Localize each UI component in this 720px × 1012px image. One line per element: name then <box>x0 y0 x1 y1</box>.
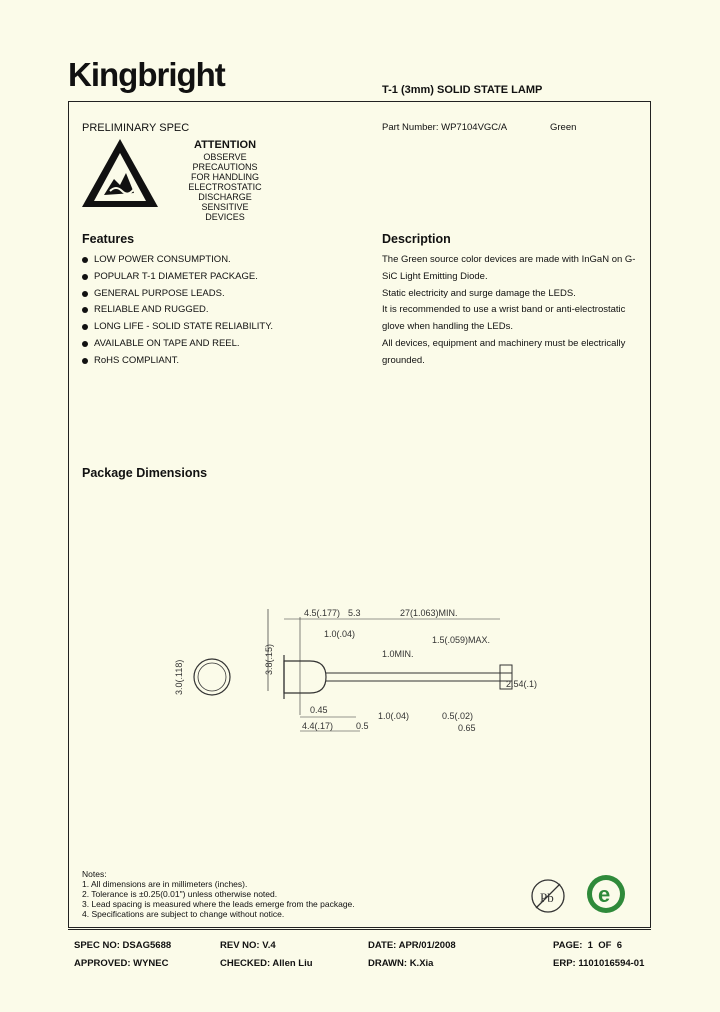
footer-drawn: DRAWN: K.Xia <box>368 958 434 969</box>
description-line: The Green source color devices are made with InGaN on G- <box>382 254 636 265</box>
dim-label: 0.5 <box>356 721 369 731</box>
attention-line: ELECTROSTATIC <box>188 182 262 192</box>
notes-block <box>82 869 355 919</box>
attention-line: DISCHARGE <box>198 192 252 202</box>
dim-label: 3.0(.118) <box>174 659 184 695</box>
description-line: grounded. <box>382 354 425 366</box>
content-frame <box>68 101 651 928</box>
attention-block <box>170 139 280 222</box>
features-list <box>82 252 273 370</box>
description-line: Static electricity and surge damage the LEDS. <box>382 287 576 299</box>
attention-line: DEVICES <box>205 212 245 222</box>
attention-line: SENSITIVE <box>201 202 249 212</box>
package-drawing <box>160 595 538 745</box>
footer-checked: CHECKED: Allen Liu <box>220 958 313 969</box>
svg-text:Pb: Pb <box>540 890 554 905</box>
footer-spec-no: SPEC NO: DSAG5688 <box>74 940 172 951</box>
notes-line: 1. All dimensions are in millimeters (inches). <box>82 879 248 889</box>
feature-item: GENERAL PURPOSE LEADS. <box>82 286 273 303</box>
feature-item: LOW POWER CONSUMPTION. <box>82 252 273 269</box>
footer-erp: ERP: 1101016594-01 <box>553 958 645 969</box>
footer-approved: APPROVED: WYNEC <box>74 958 169 969</box>
feature-item: RELIABLE AND RUGGED. <box>82 302 273 319</box>
dim-label: 0.65 <box>458 723 476 733</box>
rohs-eco-icon <box>584 872 628 916</box>
dim-label: 1.0(.04) <box>378 711 410 721</box>
dim-label: 3.8(.15) <box>264 643 274 675</box>
attention-line: OBSERVE PRECAUTIONS <box>192 152 258 172</box>
footer-page: PAGE: 1 OF 6 <box>553 940 622 951</box>
feature-item: RoHS COMPLIANT. <box>82 353 273 370</box>
description-heading: Description <box>382 232 451 246</box>
document-title: T-1 (3mm) SOLID STATE LAMP <box>382 84 543 96</box>
preliminary-spec-label: PRELIMINARY SPEC <box>82 122 190 134</box>
feature-item: LONG LIFE - SOLID STATE RELIABILITY. <box>82 319 273 336</box>
svg-text:e: e <box>598 882 611 907</box>
brand-logo: Kingbright <box>68 56 225 93</box>
notes-line: 4. Specifications are subject to change without notice. <box>82 909 285 919</box>
feature-item: AVAILABLE ON TAPE AND REEL. <box>82 336 273 353</box>
dim-label: 1.0MIN. <box>382 649 414 659</box>
dim-label: 4.4(.17) <box>302 721 334 731</box>
dim-label: 2.54(.1) <box>506 679 538 689</box>
features-heading: Features <box>82 232 135 246</box>
description-line: glove when handling the LEDs. <box>382 321 513 333</box>
dim-label: 5.3 <box>348 608 361 618</box>
part-number: Part Number: WP7104VGC/A <box>382 122 508 133</box>
led-side-body <box>284 661 326 693</box>
notes-line: 3. Lead spacing is measured where the leads emerge from the package. <box>82 899 355 909</box>
feature-item: POPULAR T-1 DIAMETER PACKAGE. <box>82 269 273 286</box>
package-dimensions-heading: Package Dimensions <box>82 466 208 480</box>
description-line: SiC Light Emitting Diode. <box>382 270 488 282</box>
dim-label: 1.5(.059)MAX. <box>432 635 491 645</box>
dim-label: 1.0(.04) <box>324 629 356 639</box>
footer-divider <box>68 929 651 930</box>
esd-warning-icon <box>80 135 160 211</box>
led-front-inner <box>198 663 226 691</box>
dim-label: 0.45 <box>310 705 328 715</box>
notes-line: 2. Tolerance is ±0.25(0.01") unless otherwise noted. <box>82 889 278 899</box>
attention-title: ATTENTION <box>193 139 257 151</box>
attention-line: FOR HANDLING <box>190 172 259 182</box>
dim-label: 4.5(.177) <box>304 608 341 618</box>
description-line: It is recommended to use a wrist band or anti-electrostatic <box>382 304 626 316</box>
dim-label: 27(1.063)MIN. <box>400 608 458 618</box>
led-front-view <box>194 659 230 695</box>
footer-date: DATE: APR/01/2008 <box>368 940 456 951</box>
description-line: All devices, equipment and machinery must be electrically <box>382 337 626 349</box>
footer-rev-no: REV NO: V.4 <box>220 940 276 951</box>
lead-free-icon <box>528 876 568 916</box>
dim-label: 0.5(.02) <box>442 711 474 721</box>
part-color: Green <box>550 122 577 133</box>
notes-line: Notes: <box>82 869 107 879</box>
description-text <box>382 252 644 370</box>
